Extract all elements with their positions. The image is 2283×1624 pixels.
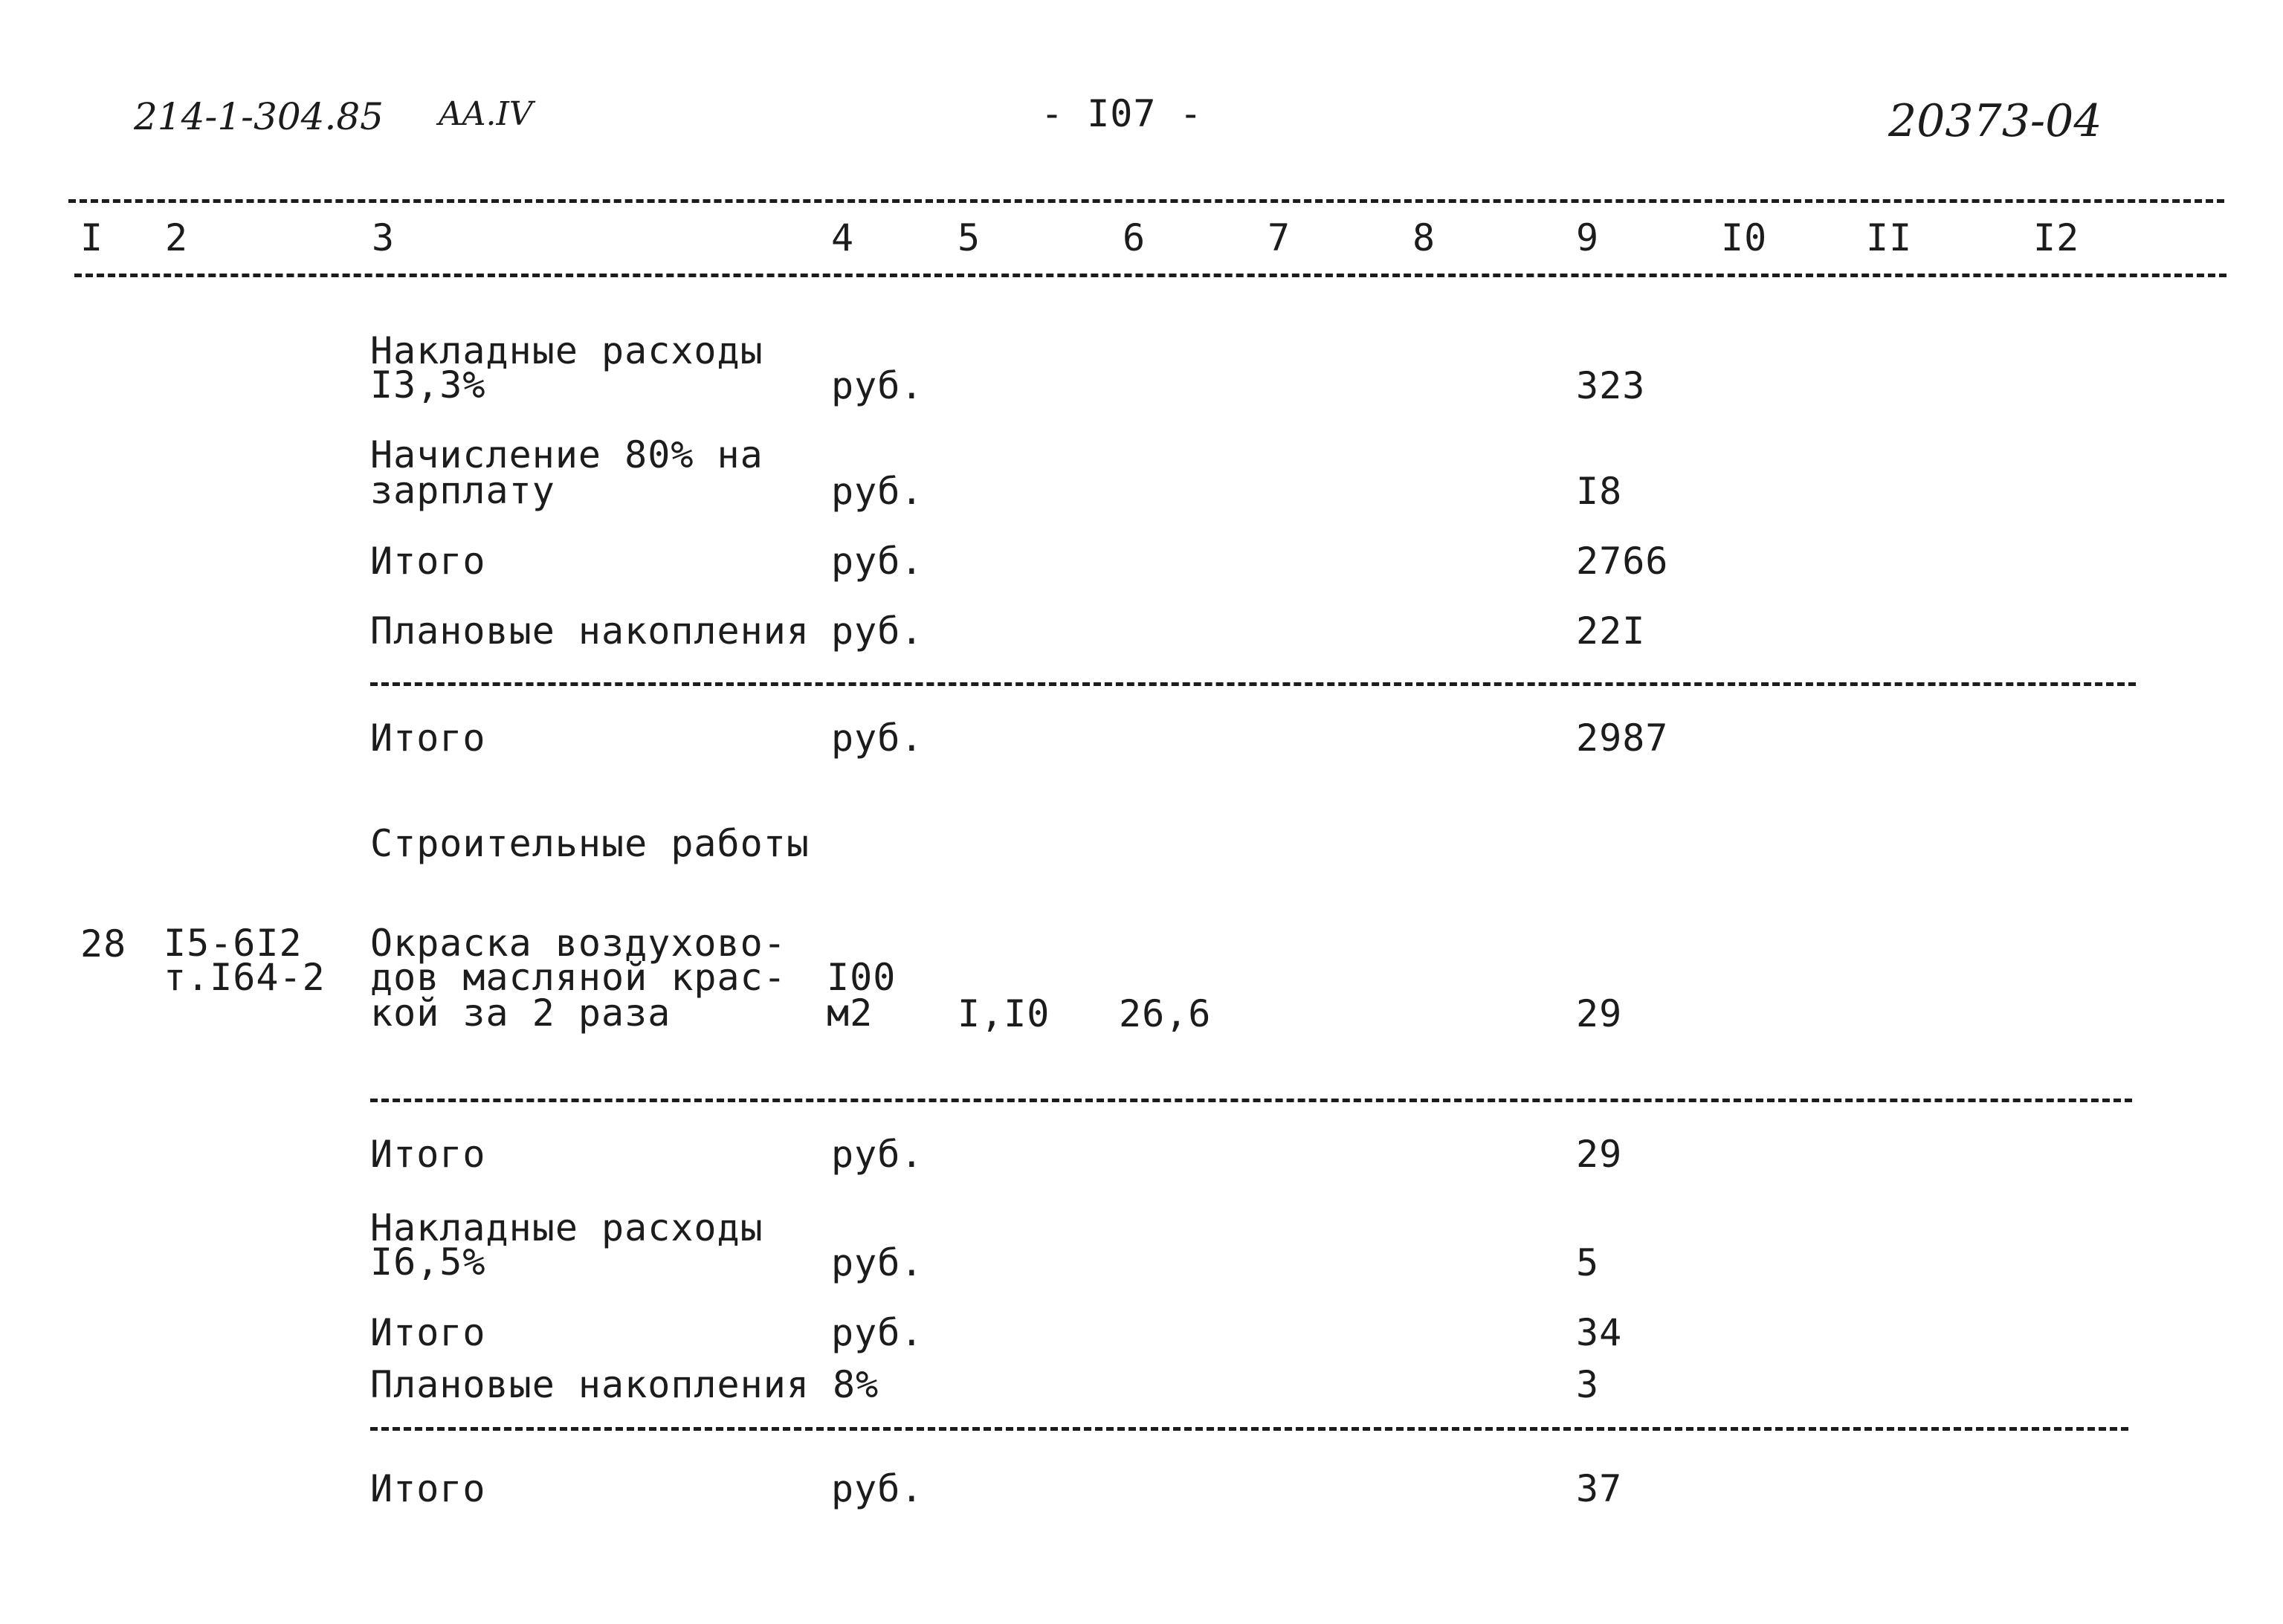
column-number-6: 6 — [1123, 216, 1146, 259]
row-value: 323 — [1576, 364, 1646, 407]
row-unit: руб. — [831, 470, 924, 513]
item-unit: м2 — [827, 991, 874, 1035]
subtotal-rule — [370, 1099, 2132, 1102]
row-unit: руб. — [831, 540, 924, 583]
column-number-2: 2 — [165, 216, 189, 259]
row-value: 29 — [1576, 1133, 1623, 1176]
row-unit: руб. — [831, 364, 924, 407]
column-number-8: 8 — [1412, 216, 1436, 259]
item-code: I5-6I2 — [164, 922, 303, 965]
section-title: Строительные работы — [370, 822, 810, 865]
column-number-11: II — [1866, 216, 1913, 259]
item-quantity: I,I0 — [958, 992, 1050, 1035]
item-description: Окраска воздухово- — [370, 922, 787, 965]
row-value: 2766 — [1576, 540, 1669, 583]
row-unit: руб. — [831, 1133, 924, 1176]
row-unit: руб. — [831, 1467, 924, 1510]
row-value: 5 — [1576, 1241, 1600, 1284]
header-bottom-rule — [74, 274, 2227, 277]
row-label: Накладные расходы — [370, 329, 763, 372]
item-code: т.I64-2 — [164, 956, 326, 999]
row-label: зарплату — [370, 469, 555, 512]
page-number: - I07 - — [1041, 92, 1203, 135]
row-unit: руб. — [831, 716, 924, 760]
column-number-12: I2 — [2033, 216, 2080, 259]
row-label: Начисление 80% на — [370, 433, 763, 476]
column-number-5: 5 — [958, 216, 981, 259]
row-label: Итого — [370, 540, 486, 583]
column-number-7: 7 — [1268, 216, 1291, 259]
row-value: 2987 — [1576, 716, 1669, 760]
item-description: кой за 2 раза — [370, 991, 671, 1035]
row-label: Итого — [370, 1133, 486, 1176]
column-number-3: 3 — [372, 216, 395, 259]
item-number: 28 — [80, 922, 127, 965]
column-number-1: I — [80, 216, 104, 259]
document-code: 214-1-304.85 — [134, 95, 384, 138]
row-value: 34 — [1576, 1311, 1623, 1354]
row-label: Плановые накопления 8% — [370, 1363, 879, 1406]
column-number-9: 9 — [1576, 216, 1600, 259]
row-label: Итого — [370, 716, 486, 760]
row-label: I6,5% — [370, 1240, 486, 1284]
row-label: Плановые накопления — [370, 609, 810, 653]
column-number-10: I0 — [1721, 216, 1768, 259]
row-unit: руб. — [831, 1311, 924, 1354]
row-label: Итого — [370, 1311, 486, 1354]
header-top-rule — [68, 199, 2224, 203]
item-description: дов масляной крас- — [370, 956, 787, 999]
row-label: Итого — [370, 1467, 486, 1510]
row-value: 3 — [1576, 1363, 1600, 1406]
subtotal-rule — [370, 1427, 2128, 1431]
document-mark: AA.IV — [439, 95, 533, 133]
item-price: 26,6 — [1119, 992, 1212, 1035]
row-label: I3,3% — [370, 363, 486, 407]
item-unit: I00 — [827, 956, 897, 999]
row-unit: руб. — [831, 1241, 924, 1284]
archive-number: 20373-04 — [1888, 95, 2102, 147]
row-value: 22I — [1576, 609, 1646, 653]
column-number-4: 4 — [831, 216, 855, 259]
row-unit: руб. — [831, 609, 924, 653]
item-value: 29 — [1576, 992, 1623, 1035]
subtotal-rule — [370, 682, 2136, 686]
row-label: Накладные расходы — [370, 1206, 763, 1249]
row-value: I8 — [1576, 470, 1623, 513]
row-value: 37 — [1576, 1467, 1623, 1510]
